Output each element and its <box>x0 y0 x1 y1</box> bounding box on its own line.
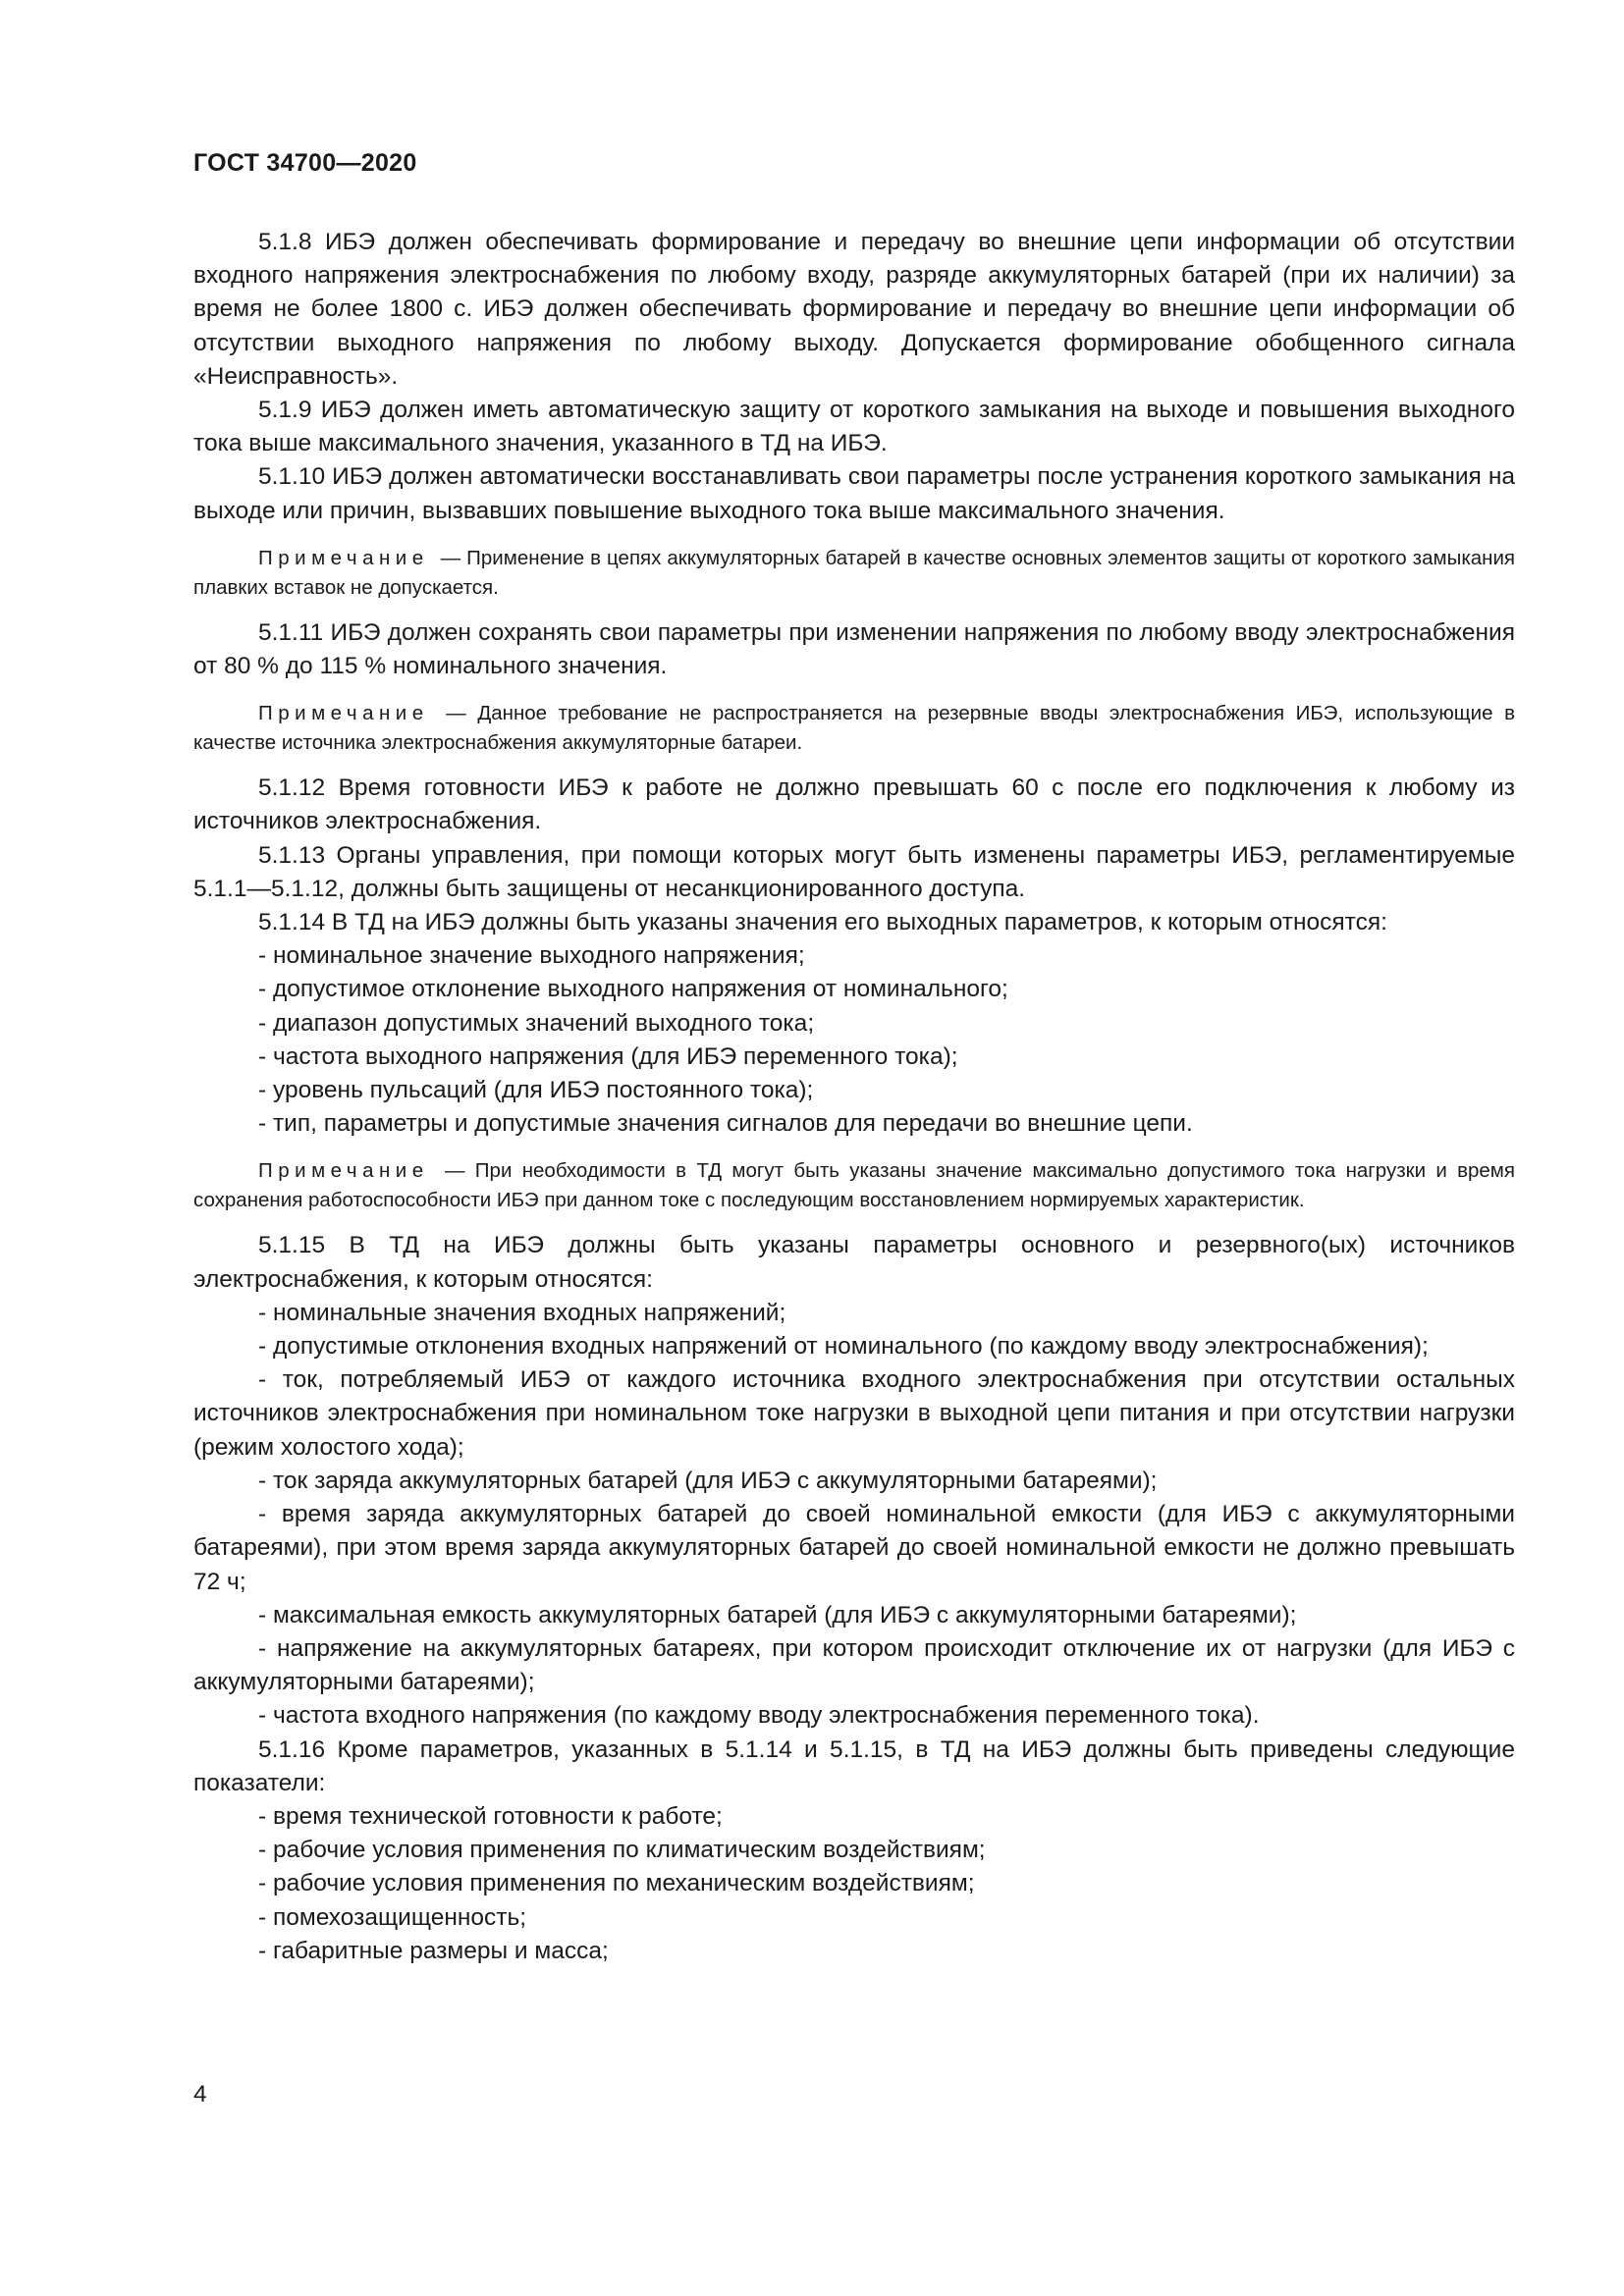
clause-5-1-8: 5.1.8 ИБЭ должен обеспечивать формирование и передачу во внешние цепи информации об отсутствии входного напряжения электроснабжения по любому входу, разряде аккумуляторных батарей (при их наличии) за время не более 1800 с. ИБЭ должен обеспечивать формирование и передачу во внешние цепи информации об отсутствии выходного напряжения по любому выходу. Допускается формирование обобщенного сигнала «Неисправность». <box>193 229 1515 390</box>
list-item: - номинальные значения входных напряжений; <box>258 1299 786 1326</box>
list-item: - максимальная емкость аккумуляторных батарей (для ИБЭ с аккумуляторными батареями); <box>258 1601 1297 1629</box>
clause-5-1-14: 5.1.14 В ТД на ИБЭ должны быть указаны значения его выходных параметров, к которым относятся: <box>258 909 1387 936</box>
note-1 <box>193 544 1515 603</box>
list-item: - тип, параметры и допустимые значения сигналов для передачи во внешние цепи. <box>258 1110 1193 1138</box>
list-item: - допустимые отклонения входных напряжений от номинального (по каждому вводу электроснабжения); <box>258 1333 1429 1361</box>
clause-5-1-16: 5.1.16 Кроме параметров, указанных в 5.1.14 и 5.1.15, в ТД на ИБЭ должны быть приведены следующие показатели: <box>193 1735 1515 1796</box>
list-item: - номинальное значение выходного напряжения; <box>258 942 805 970</box>
list-item: - время технической готовности к работе; <box>258 1802 723 1830</box>
list-item: - рабочие условия применения по механическим воздействиям; <box>258 1870 975 1897</box>
note-2 <box>193 699 1515 758</box>
clause-5-1-9: 5.1.9 ИБЭ должен иметь автоматическую защиту от короткого замыкания на выходе и повышения выходного тока выше максимального значения, указанного в ТД на ИБЭ. <box>193 397 1515 457</box>
list-item: - частота выходного напряжения (для ИБЭ переменного тока); <box>258 1042 958 1070</box>
list-item: - рабочие условия применения по климатическим воздействиям; <box>258 1837 986 1864</box>
note-text: — Данное требование не распространяется на резервные вводы электроснабжения ИБЭ, использующие в качестве источника электроснабжения аккумуляторные батареи. <box>193 702 1516 755</box>
list-item: - уровень пульсаций (для ИБЭ постоянного тока); <box>258 1077 814 1104</box>
list-item: - ток заряда аккумуляторных батарей (для ИБЭ с аккумуляторными батареями); <box>258 1467 1158 1494</box>
page-number: 4 <box>193 2081 207 2108</box>
note-label: Примечание <box>258 546 429 569</box>
list-item: - допустимое отклонение выходного напряжения от номинального; <box>258 976 1008 1003</box>
clause-5-1-12: 5.1.12 Время готовности ИБЭ к работе не должно превышать 60 с после его подключения к любому из источников электроснабжения. <box>193 774 1515 835</box>
list-item: - ток, потребляемый ИБЭ от каждого источника входного электроснабжения при отсутствии остальных источников электроснабжения при номинальном токе нагрузки в выходной цепи питания и при отсутствии нагрузки (режим холостого хода); <box>193 1366 1515 1461</box>
note-3 <box>193 1156 1515 1215</box>
note-label: Примечание <box>258 1159 429 1183</box>
note-text: — Применение в цепях аккумуляторных батарей в качестве основных элементов защиты от короткого замыкания плавких вставок не допускается. <box>193 546 1516 599</box>
clause-5-1-13: 5.1.13 Органы управления, при помощи которых могут быть изменены параметры ИБЭ, регламентируемые 5.1.1—5.1.12, должны быть защищены от несанкционированного доступа. <box>193 841 1515 902</box>
list-item: - частота входного напряжения (по каждому вводу электроснабжения переменного тока). <box>258 1702 1260 1730</box>
clause-5-1-10: 5.1.10 ИБЭ должен автоматически восстанавливать свои параметры после устранения короткого замыкания на выходе или причин, вызвавших повышение выходного тока выше максимального значения. <box>193 463 1515 524</box>
list-item: - помехозащищенность; <box>258 1903 527 1931</box>
list-item: - габаритные размеры и масса; <box>258 1937 609 1964</box>
note-text: — При необходимости в ТД могут быть указаны значение максимально допустимого тока нагрузки и время сохранения работоспособности ИБЭ при данном токе с последующим восстановлением нормируемых характеристик. <box>193 1159 1516 1212</box>
clause-5-1-11: 5.1.11 ИБЭ должен сохранять свои параметры при изменении напряжения по любому вводу электроснабжения от 80 % до 115 % номинального значения. <box>193 618 1515 680</box>
document-body <box>193 226 1515 1968</box>
clause-5-1-15: 5.1.15 В ТД на ИБЭ должны быть указаны параметры основного и резервного(ых) источников электроснабжения, к которым относятся: <box>193 1232 1515 1293</box>
list-item: - напряжение на аккумуляторных батареях, при котором происходит отключение их от нагрузки (для ИБЭ с аккумуляторными батареями); <box>193 1634 1515 1696</box>
note-label: Примечание <box>258 702 429 725</box>
list-item: - время заряда аккумуляторных батарей до своей номинальной емкости (для ИБЭ с аккумуляторными батареями), при этом время заряда аккумуляторных батарей до своей номинальной емкости не должно превышать 72 ч; <box>193 1501 1515 1595</box>
list-item: - диапазон допустимых значений выходного тока; <box>258 1009 815 1037</box>
document-header: ГОСТ 34700—2020 <box>193 149 417 177</box>
